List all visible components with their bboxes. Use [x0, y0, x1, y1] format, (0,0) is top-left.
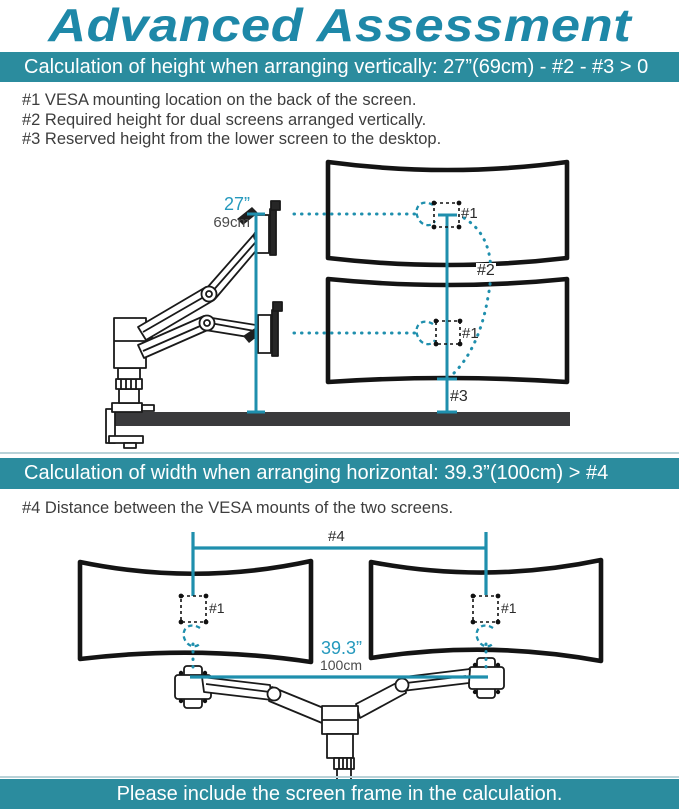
note-required-height: #2 Required height for dual screens arranged vertically.	[22, 110, 427, 129]
note-reserved-height: #3 Reserved height from the lower screen to the desktop.	[22, 130, 442, 148]
reserved-height-label: #3	[450, 388, 468, 405]
left-arm-front-view	[202, 677, 326, 723]
banner-vertical-calculation: Calculation of height when arranging vertically: 27”(69cm) - #2 - #3 > 0	[0, 52, 679, 82]
note-vesa-location: #1 VESA mounting location on the back of the screen.	[22, 91, 417, 109]
page-title-text: Advanced Assessment	[47, 0, 632, 51]
center-pole-front-view	[322, 706, 358, 780]
max-width-inches-label: 39.3”	[320, 638, 362, 658]
vesa-distance-label: #4	[328, 528, 345, 545]
desk-side-view	[112, 412, 570, 426]
vesa-lower-label: #1	[462, 325, 479, 342]
note-vesa-distance: #4 Distance between the VESA mounts of the two screens.	[22, 499, 454, 517]
vesa-right-label: #1	[501, 600, 517, 616]
required-height-label: #2	[477, 262, 495, 279]
vertical-arrangement-diagram	[0, 155, 679, 455]
max-height-inches-label: 27”	[223, 194, 250, 214]
vesa-left-label: #1	[209, 600, 225, 616]
banner-horizontal-calculation: Calculation of width when arranging horizontal: 39.3”(100cm) > #4	[0, 458, 679, 489]
max-width-cm-label: 100cm	[319, 657, 362, 673]
page-title	[0, 0, 679, 50]
max-height-cm-label: 69cm	[213, 214, 250, 231]
vesa-upper-label: #1	[461, 205, 478, 222]
footer-divider	[0, 776, 679, 778]
section-divider	[0, 452, 679, 454]
banner-footer-note: Please include the screen frame in the calculation.	[0, 779, 679, 809]
vertical-notes	[22, 91, 441, 150]
